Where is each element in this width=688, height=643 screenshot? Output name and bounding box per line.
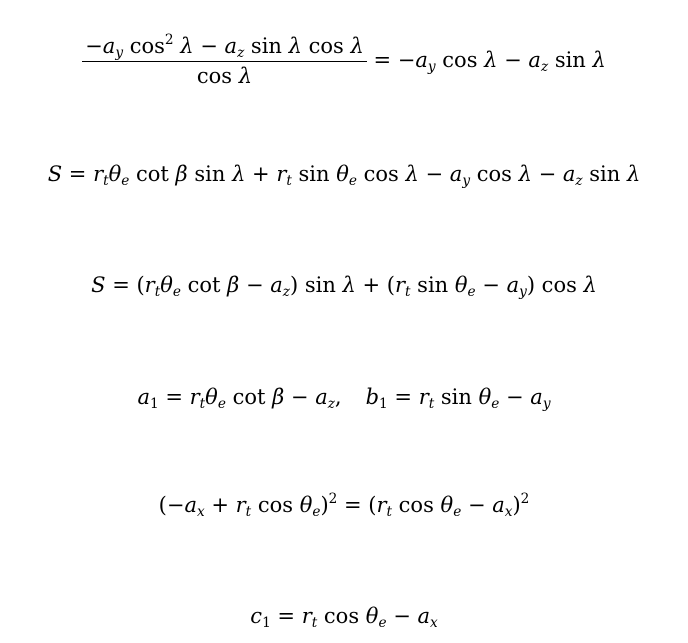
equation-4: [0, 385, 688, 413]
equation-1: [0, 32, 688, 88]
equation-5: [0, 491, 688, 521]
equation-2-content: $S = r_t\theta_e$ cot β $\sin \lambda + r_t$ $\sin \theta_e$ $\cos \lambda - a_y$ $\cos \lambda - a_z$ sin λ: [47, 162, 641, 190]
equation-1-content: [82, 32, 606, 88]
fraction-numerator: $-a_y$ $\cos^2 \lambda - a_z$ sin λ cos λ: [82, 36, 367, 62]
fraction: [82, 32, 367, 88]
equation-6-content: $c_1 = r_t$ $\cos \theta_e - a_x$: [250, 604, 438, 632]
equation-3: [0, 273, 688, 301]
fraction-denominator: cos λ: [196, 64, 253, 88]
equation-6: [0, 604, 688, 632]
equation-4-content: $a_1 = r_t\theta_e$ $\cot \beta - a_z$, $b_1 = r_t$ $\sin \theta_e - a_y$: [137, 385, 551, 413]
equation-3-content: $S = (r_t\theta_e$ $\cot \beta - a_z$) $\sin \lambda + (r_t$ $\sin \theta_e - a_y$) cos λ: [91, 273, 597, 301]
equation-5-content: ($-a_x + r_t$ $\cos \theta_e)^2 = (r_t$ $\cos \theta_e - a_x)^2$: [158, 491, 530, 521]
equation-1-rhs: = $-a_y$ $\cos \lambda - a_z$ sin λ: [373, 48, 606, 76]
equation-2: [0, 162, 688, 190]
